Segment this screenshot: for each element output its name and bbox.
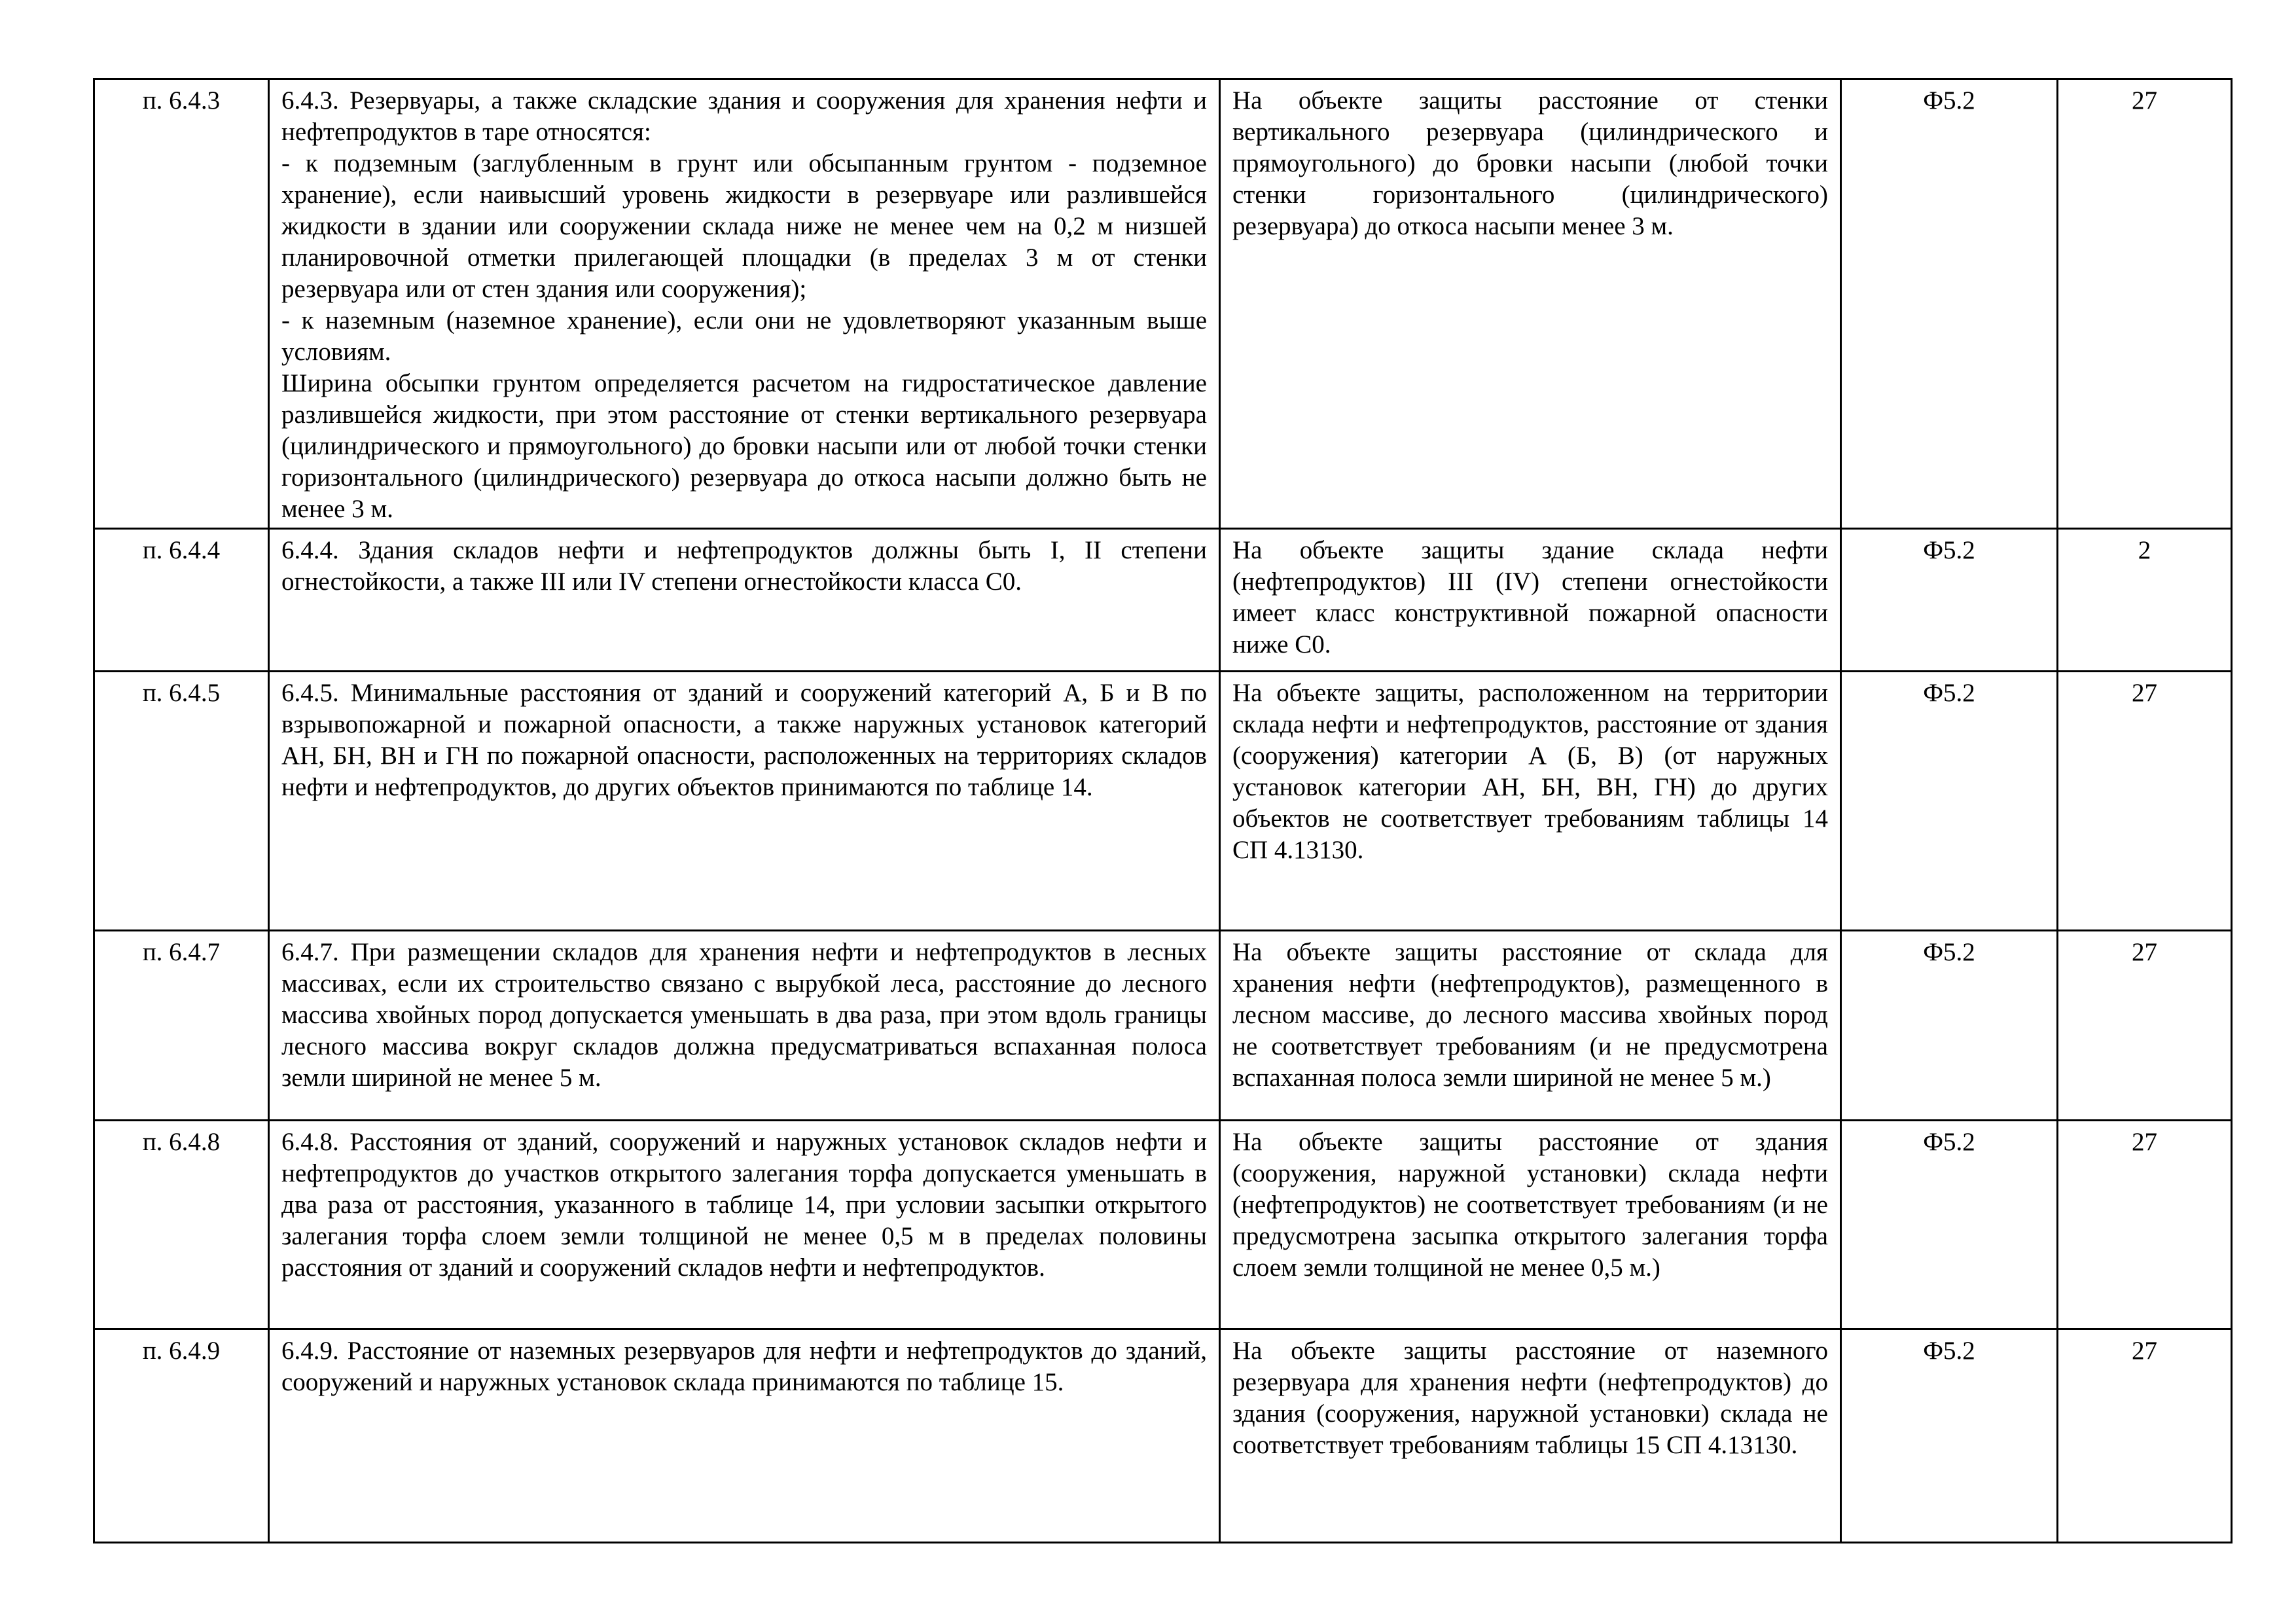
violation-cell: На объекте защиты расстояние от стенки вертикального резервуара (цилиндрического и прямоугольного) до бровки насыпи (любой точки стенки горизонтального (цилиндрического) резервуара) до откоса насыпи менее 3 м. <box>1220 79 1841 529</box>
violation-cell: На объекте защиты здание склада нефти (нефтепродуктов) III (IV) степени огнестойкости имеет класс конструктивной пожарной опасности ниже С0. <box>1220 529 1841 672</box>
requirement-cell: 6.4.3. Резервуары, а также складские здания и сооружения для хранения нефти и нефтепродуктов в таре относятся: - к подземным (заглубленным в грунт или обсыпанным грунтом - подземное хранение), если наивысший уровень жидкости в резервуаре или разлившейся жидкости в здании или сооружении склада ниже не менее чем на 0,2 м низшей планировочной отметки прилегающей площадки (в пределах 3 м от стенки резервуара или от стен здания или сооружения); - к наземным (наземное хранение), если они не удовлетворяют указанным выше условиям. Ширина обсыпки грунтом определяется расчетом на гидростатическое давление разлившейся жидкости, при этом расстояние от стенки вертикального резервуара (цилиндрического и прямоугольного) до бровки насыпи или от любой точки стенки горизонтального (цилиндрического) резервуара до откоса насыпи должно быть не менее 3 м. <box>269 79 1220 529</box>
requirement-cell: 6.4.8. Расстояния от зданий, сооружений и наружных установок складов нефти и нефтепродуктов до участков открытого залегания торфа допускается уменьшать в два раза от расстояния, указанного в таблице 14, при условии засыпки открытого залегания торфа слоем земли толщиной не менее 0,5 м в пределах половины расстояния от зданий и сооружений складов нефти и нефтепродуктов. <box>269 1121 1220 1329</box>
table-row <box>94 1121 2232 1329</box>
requirement-cell: 6.4.9. Расстояние от наземных резервуаров для нефти и нефтепродуктов до зданий, сооружений и наружных установок склада принимаются по таблице 15. <box>269 1329 1220 1543</box>
violation-cell: На объекте защиты расстояние от здания (сооружения, наружной установки) склада нефти (нефтепродуктов) не соответствует требованиям (и не предусмотрена засыпка открытого залегания торфа слоем земли толщиной не менее 0,5 м.) <box>1220 1121 1841 1329</box>
clause-cell: п. 6.4.3 <box>94 79 269 529</box>
requirements-table <box>93 78 2233 1543</box>
class-cell: Ф5.2 <box>1841 672 2058 931</box>
table-row <box>94 931 2232 1121</box>
number-cell: 27 <box>2058 1121 2232 1329</box>
clause-cell: п. 6.4.7 <box>94 931 269 1121</box>
table-row <box>94 529 2232 672</box>
clause-cell: п. 6.4.9 <box>94 1329 269 1543</box>
requirement-cell: 6.4.7. При размещении складов для хранения нефти и нефтепродуктов в лесных массивах, если их строительство связано с вырубкой леса, расстояние до лесного массива хвойных пород допускается уменьшать в два раза, при этом вдоль границы лесного массива вокруг складов должна предусматриваться вспаханная полоса земли шириной не менее 5 м. <box>269 931 1220 1121</box>
class-cell: Ф5.2 <box>1841 529 2058 672</box>
violation-cell: На объекте защиты, расположенном на территории склада нефти и нефтепродуктов, расстояние от здания (сооружения) категории А (Б, В) (от наружных установок категории АН, БН, ВН, ГН) до других объектов не соответствует требованиям таблицы 14 СП 4.13130. <box>1220 672 1841 931</box>
requirement-cell: 6.4.4. Здания складов нефти и нефтепродуктов должны быть I, II степени огнестойкости, а также III или IV степени огнестойкости класса С0. <box>269 529 1220 672</box>
class-cell: Ф5.2 <box>1841 1121 2058 1329</box>
number-cell: 27 <box>2058 672 2232 931</box>
class-cell: Ф5.2 <box>1841 931 2058 1121</box>
table-row <box>94 1329 2232 1543</box>
clause-cell: п. 6.4.4 <box>94 529 269 672</box>
violation-cell: На объекте защиты расстояние от склада для хранения нефти (нефтепродуктов), размещенного в лесном массиве, до лесного массива хвойных пород не соответствует требованиям (и не предусмотрена вспаханная полоса земли шириной не менее 5 м.) <box>1220 931 1841 1121</box>
class-cell: Ф5.2 <box>1841 79 2058 529</box>
table-row <box>94 672 2232 931</box>
number-cell: 27 <box>2058 1329 2232 1543</box>
table-row <box>94 79 2232 529</box>
class-cell: Ф5.2 <box>1841 1329 2058 1543</box>
clause-cell: п. 6.4.8 <box>94 1121 269 1329</box>
number-cell: 27 <box>2058 931 2232 1121</box>
number-cell: 27 <box>2058 79 2232 529</box>
violation-cell: На объекте защиты расстояние от наземного резервуара для хранения нефти (нефтепродуктов) до здания (сооружения, наружной установки) склада не соответствует требованиям таблицы 15 СП 4.13130. <box>1220 1329 1841 1543</box>
requirement-cell: 6.4.5. Минимальные расстояния от зданий и сооружений категорий А, Б и В по взрывопожарной и пожарной опасности, а также наружных установок категорий АН, БН, ВН и ГН по пожарной опасности, расположенных на территориях складов нефти и нефтепродуктов, до других объектов принимаются по таблице 14. <box>269 672 1220 931</box>
clause-cell: п. 6.4.5 <box>94 672 269 931</box>
number-cell: 2 <box>2058 529 2232 672</box>
